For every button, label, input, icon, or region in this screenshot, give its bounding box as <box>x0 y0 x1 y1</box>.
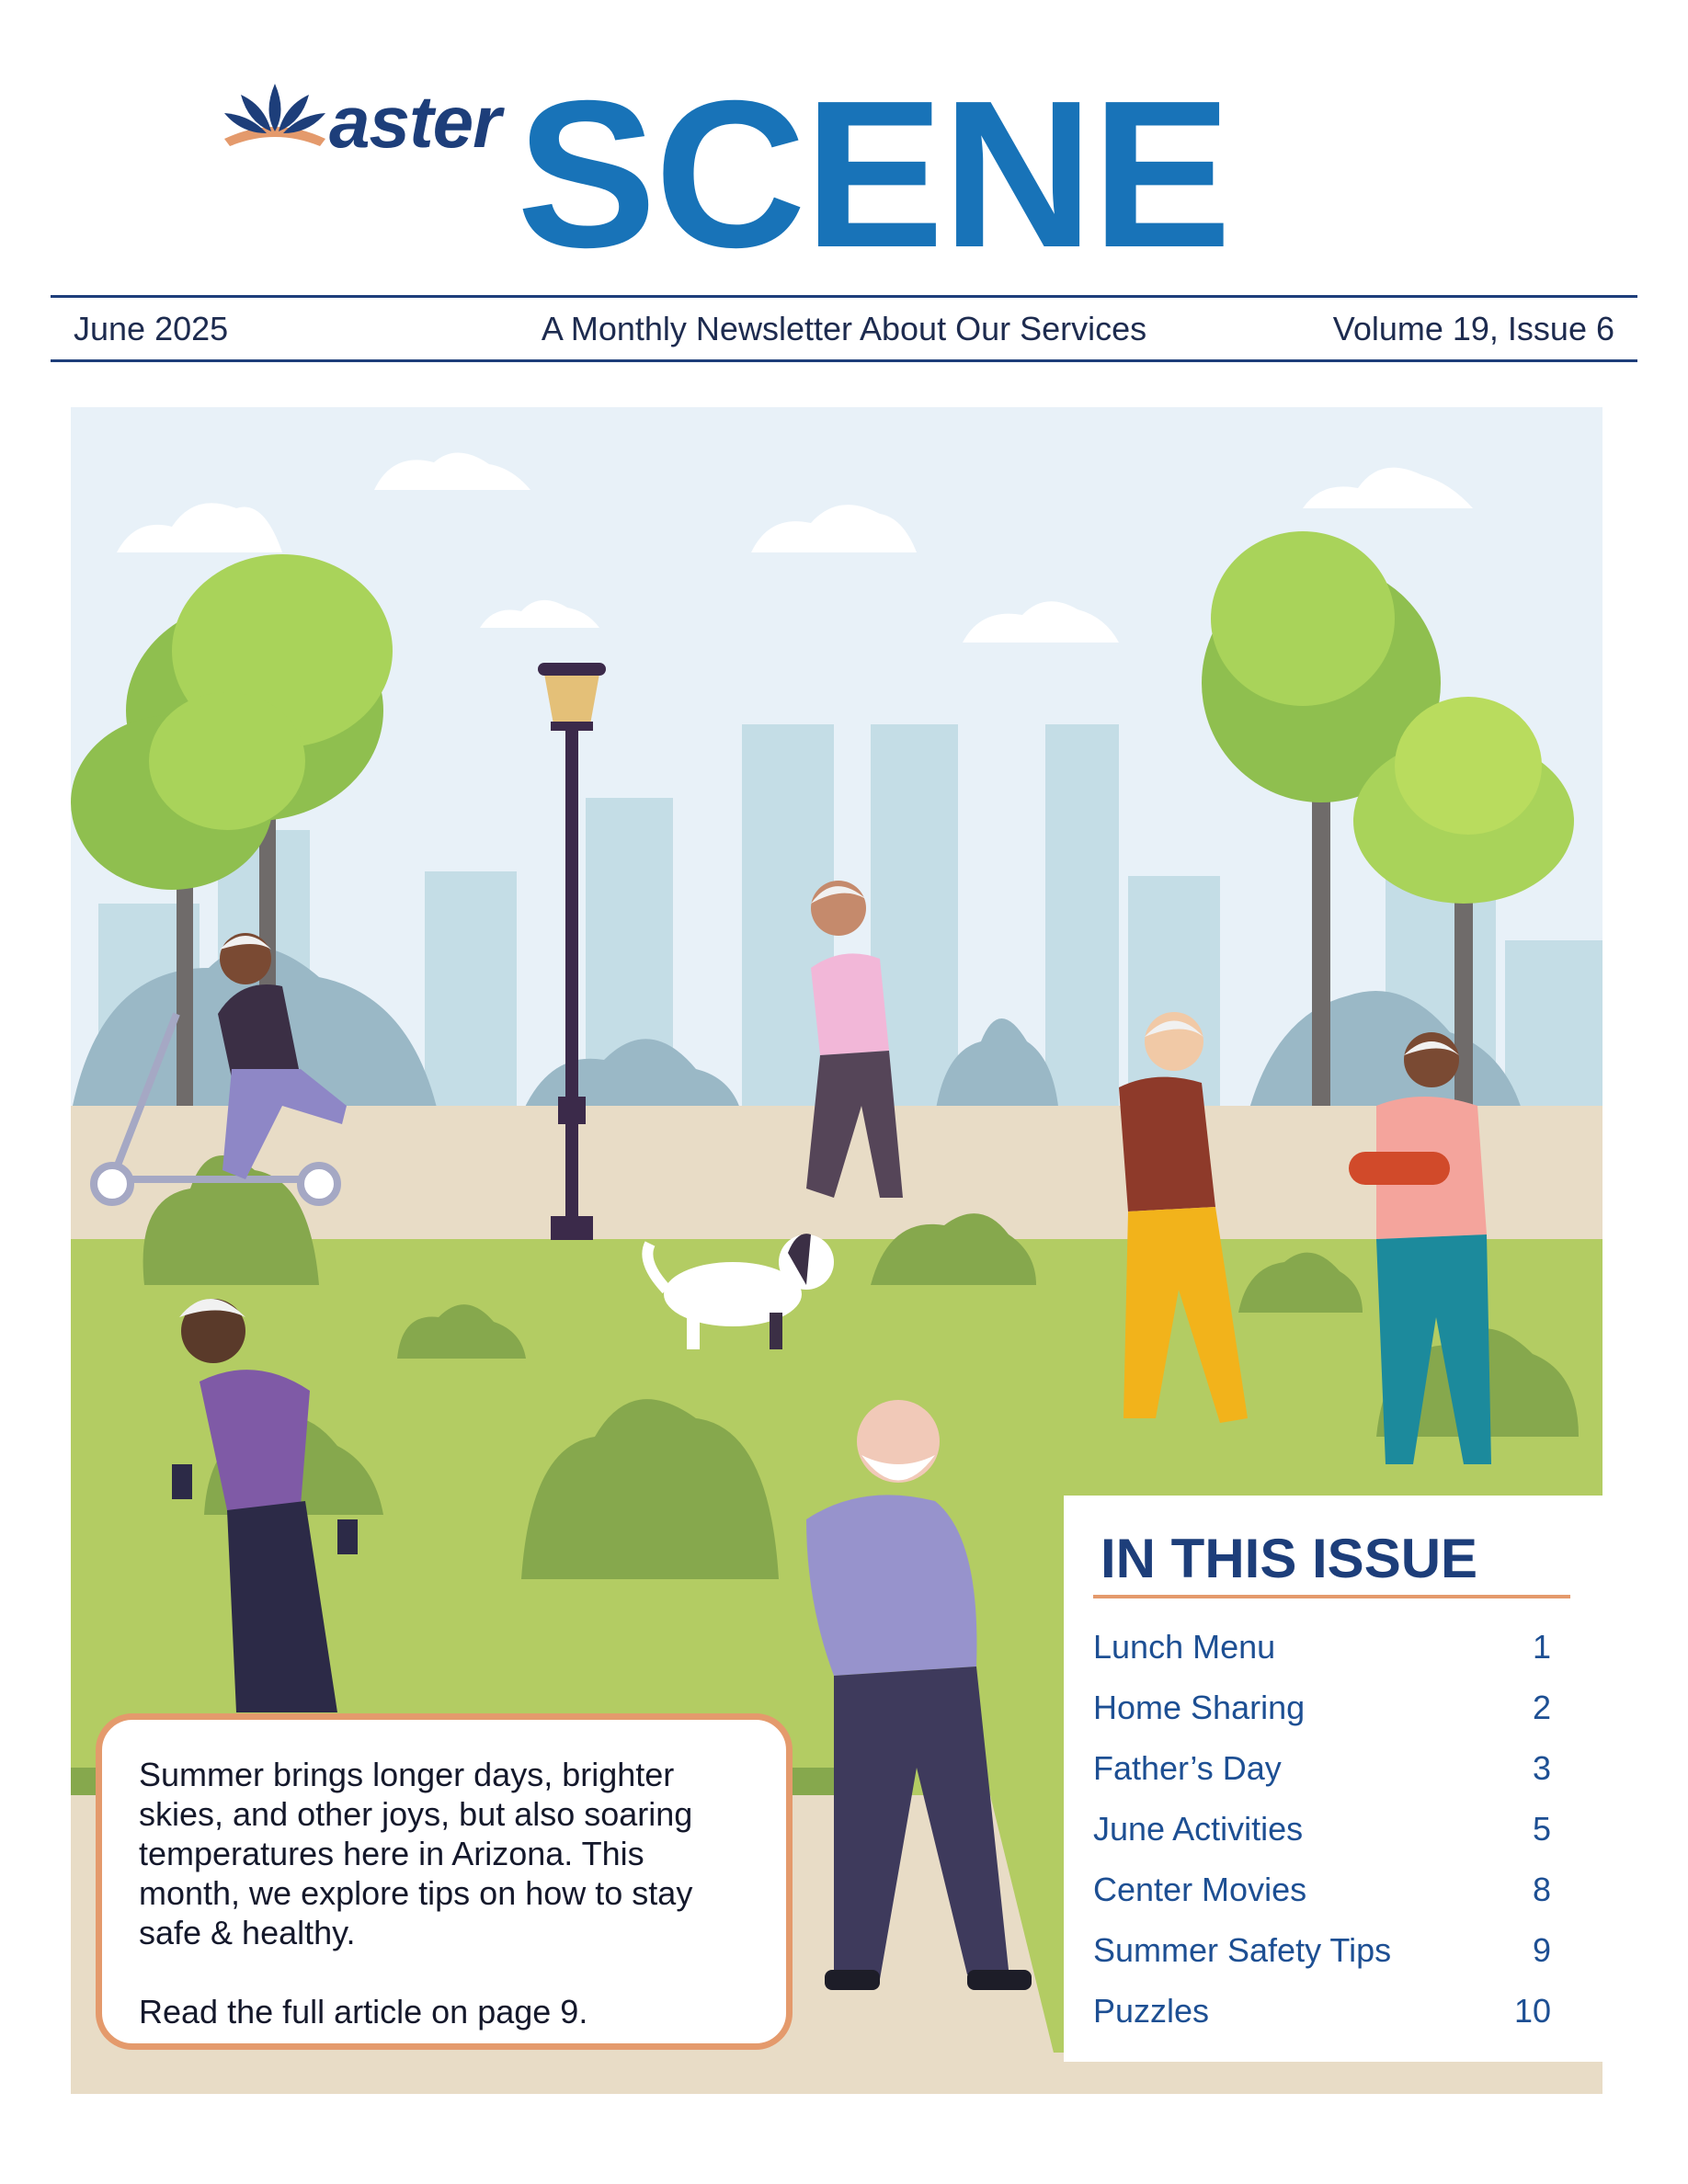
toc-item-page: 1 <box>1532 1628 1551 1666</box>
toc-item-home-sharing[interactable] <box>1093 1678 1551 1738</box>
toc-item-center-movies[interactable] <box>1093 1860 1551 1920</box>
intro-card <box>96 1713 793 2050</box>
brand-name: aster <box>329 81 501 163</box>
toc-item-page: 3 <box>1532 1749 1551 1787</box>
header-rule-top <box>51 295 1637 298</box>
toc-item-label: Center Movies <box>1093 1871 1307 1908</box>
in-this-issue-panel <box>1064 1496 1602 2062</box>
toc-item-page: 8 <box>1532 1871 1551 1908</box>
toc-item-label: June Activities <box>1093 1810 1304 1848</box>
toc-divider <box>1093 1595 1570 1598</box>
intro-paragraph: Summer brings longer days, brighter skies, and other joys, but also soaring temperatures here in Arizona. This month, we explore tips on how to stay safe & healthy. <box>139 1756 693 1951</box>
issue-volume: Volume 19, Issue 6 <box>1332 310 1614 347</box>
toc-title: IN THIS ISSUE <box>1101 1528 1478 1589</box>
toc-item-june-activities[interactable] <box>1093 1799 1551 1860</box>
header-rule-bottom <box>51 359 1637 362</box>
toc-item-summer-safety-tips[interactable] <box>1093 1920 1551 1981</box>
toc-item-puzzles[interactable] <box>1093 1981 1551 2042</box>
toc-item-label: Puzzles <box>1093 1992 1210 2030</box>
newsletter-tagline: A Monthly Newsletter About Our Services <box>541 310 1147 347</box>
toc-item-label: Summer Safety Tips <box>1093 1931 1392 1969</box>
toc-item-page: 10 <box>1513 1992 1551 2030</box>
toc-item-fathers-day[interactable] <box>1093 1738 1551 1799</box>
toc-item-label: Home Sharing <box>1093 1689 1306 1726</box>
toc-item-page: 2 <box>1532 1689 1551 1726</box>
toc-item-lunch-menu[interactable] <box>1093 1617 1551 1678</box>
masthead-title: SCENE <box>517 58 1230 291</box>
toc-item-label: Father’s Day <box>1093 1749 1282 1787</box>
issue-date: June 2025 <box>74 310 229 347</box>
toc-item-page: 5 <box>1532 1810 1551 1848</box>
toc-item-page: 9 <box>1532 1931 1551 1969</box>
aster-logo <box>221 78 515 161</box>
toc-list <box>1093 1617 1551 2042</box>
aster-flower-logo-icon <box>221 78 329 161</box>
intro-read-more: Read the full article on page 9. <box>139 1993 588 2030</box>
toc-item-label: Lunch Menu <box>1093 1628 1276 1666</box>
header-subbar <box>74 306 1614 352</box>
